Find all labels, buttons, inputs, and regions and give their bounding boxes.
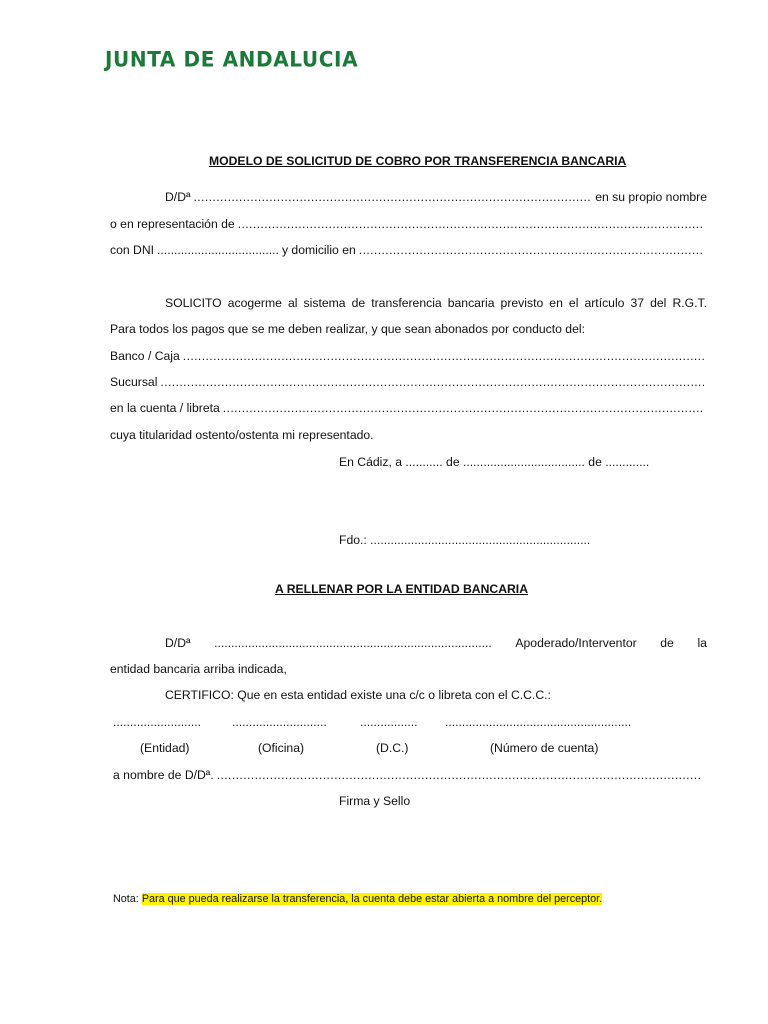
- bank-label: Banco / Caja: [110, 349, 180, 363]
- stamp-label: Firma y Sello: [339, 794, 411, 808]
- ccc-office-label: (Oficina): [258, 741, 305, 755]
- month-fill: ....................................: [463, 455, 585, 469]
- ccc-entity-label: (Entidad): [140, 741, 190, 755]
- branch-fill: [160, 375, 704, 389]
- note-label: Nota:: [113, 893, 139, 905]
- day-fill: ...........: [405, 455, 443, 469]
- dni-label: con DNI: [110, 243, 155, 257]
- signature-label: Fdo.:: [339, 533, 367, 547]
- signature-fill: .................................................................: [370, 533, 591, 547]
- junta-logo: JUNTA DE ANDALUCIA: [105, 46, 359, 72]
- ccc-account-fill: .......................................................: [445, 715, 632, 729]
- dd-fill: [194, 190, 593, 204]
- ccc-dc-label: (D.C.): [376, 741, 409, 755]
- officer-de: de: [660, 636, 674, 650]
- ccc-entity-fill: ..........................: [113, 715, 202, 729]
- bank-section-heading: A RELLENAR POR LA ENTIDAD BANCARIA: [275, 582, 528, 596]
- holder-fill: [217, 768, 700, 782]
- account-fill: [223, 401, 704, 415]
- solicito-line: SOLICITO acogerme al sistema de transferencia bancaria previsto en el artículo 37 del R.G.T.: [165, 296, 707, 310]
- certifico-line: CERTIFICO: Que en esta entidad existe una c/c o libreta con el C.C.C.:: [165, 688, 551, 702]
- officer-role: Apoderado/Interventor: [515, 636, 637, 650]
- year-fill: .............: [605, 455, 650, 469]
- bank-fill: [183, 349, 704, 363]
- representation-label: o en representación de: [110, 217, 235, 231]
- place-label: En Cádiz, a: [339, 455, 403, 469]
- dd-label: D/Dª: [165, 190, 191, 204]
- dni-domicile-line: [110, 243, 707, 257]
- account-line: [110, 401, 707, 415]
- domicile-label: y domicilio en: [281, 243, 356, 257]
- bank-line: [110, 349, 707, 363]
- own-name-label: en su propio nombre: [595, 190, 707, 204]
- ccc-account-label: (Número de cuenta): [490, 741, 599, 755]
- entity-line: entidad bancaria arriba indicada,: [110, 662, 287, 676]
- applicant-name-line: [165, 190, 707, 204]
- holder-label: a nombre de D/Dª.: [113, 768, 214, 782]
- ccc-office-fill: ............................: [232, 715, 327, 729]
- date-line: [339, 455, 649, 469]
- payments-line: Para todos los pagos que se me deben realizar, y que sean abonados por conducto del:: [110, 322, 585, 336]
- officer-la: la: [697, 636, 707, 650]
- de-label-1: de: [446, 455, 460, 469]
- footnote: [113, 893, 602, 905]
- representation-line: [110, 217, 707, 231]
- dni-fill: ....................................: [157, 243, 279, 257]
- officer-dd-label: D/Dª: [165, 636, 191, 650]
- note-text: Para que pueda realizarse la transferencia, la cuenta debe estar abierta a nombre del perceptor.: [141, 893, 603, 905]
- account-label: en la cuenta / libreta: [110, 401, 220, 415]
- representation-fill: [238, 217, 704, 231]
- officer-fill: ..................................................................................: [214, 636, 492, 650]
- holder-line: [113, 768, 703, 782]
- page-title: MODELO DE SOLICITUD DE COBRO POR TRANSFERENCIA BANCARIA: [209, 154, 627, 168]
- branch-label: Sucursal: [110, 375, 158, 389]
- ccc-dc-fill: .................: [360, 715, 418, 729]
- de-label-2: de: [588, 455, 602, 469]
- ownership-line: cuya titularidad ostento/ostenta mi representado.: [110, 428, 374, 442]
- signature-line: [339, 533, 590, 547]
- branch-line: [110, 375, 707, 389]
- domicile-fill: [359, 243, 704, 257]
- bank-officer-line: [165, 636, 707, 650]
